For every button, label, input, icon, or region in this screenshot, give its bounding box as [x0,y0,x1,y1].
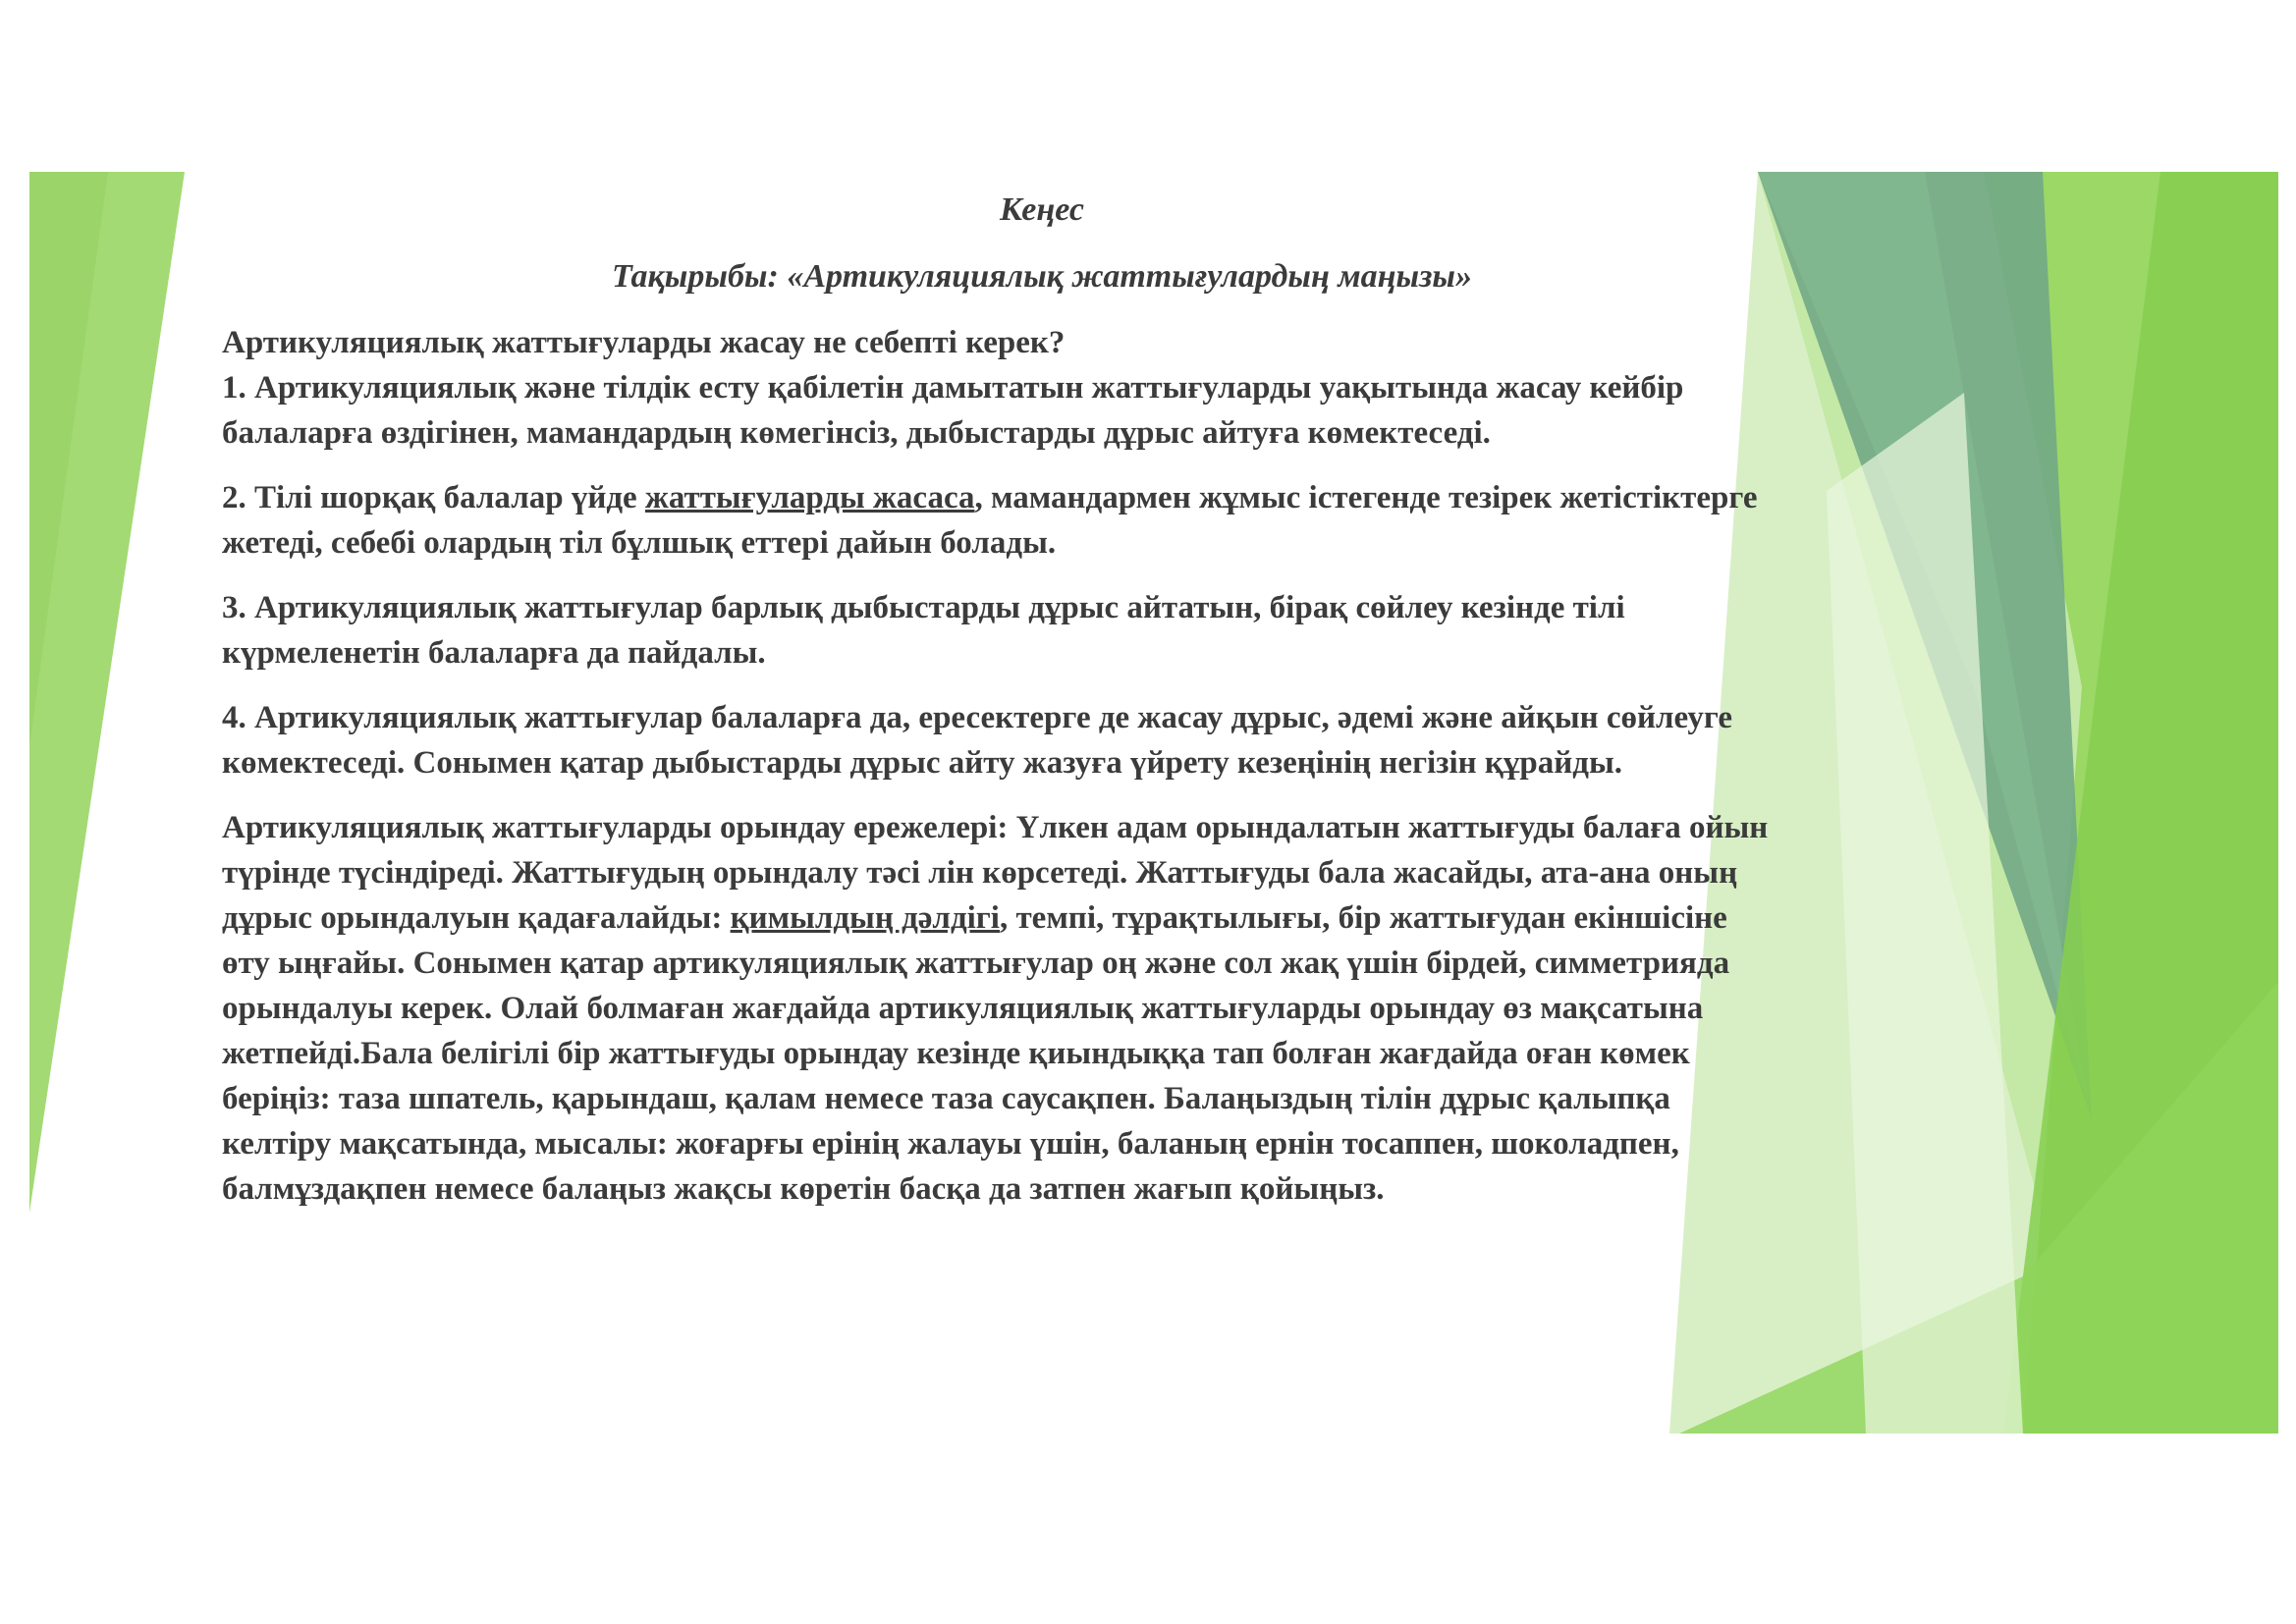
point-2-end: , мамандармен жұмыс істегенде тезірек жетістіктерге жетеді, себебі олардың тіл бұлшық еттері дайын болады. [222,480,1758,561]
underlined-phrase-2: қимылдың дәлдігі [730,900,1000,936]
rules-paragraph [222,805,1774,1212]
paragraph-1 [222,320,1774,456]
paragraph-3: 3. Артикуляциялық жаттығулар барлық дыбыстарды дұрыс айтатын, бірақ сөйлеу кезінде тілі күрмеленетін балаларға да пайдалы. [222,590,1625,671]
rules-start: Артикуляциялық жаттығуларды орындау ережелері: Үлкен адам орындалатын жаттығуды балаға ойын түрінде түсіндіреді. Жаттығудың орындалу тәсі лін көрсетеді. Жаттығуды бала жасайды, ата-ана оның дұрыс орындалуын қадағалайды: [222,810,1769,936]
topic-heading: Тақырыбы: «Артикуляциялық жаттығулардың маңызы» [612,258,1472,295]
paragraph-4: 4. Артикуляциялық жаттығулар балаларға да, ересектерге де жасау дұрыс, әдемі және айқын сөйлеуге көмектеседі. Сонымен қатар дыбыстарды дұрыс айту жазуға үйрету кезеңінің негізін құрайды. [222,700,1733,781]
point-1-text: 1. Артикуляциялық және тілдік есту қабілетін дамытатын жаттығуларды уақытында жасау кейбір балаларға өздігінен, мамандардың көмегінсіз, дыбыстарды дұрыс айтуға көмектеседі. [222,370,1684,451]
underlined-phrase: жаттығуларды жасаса [644,480,975,515]
point-2-start: 2. Тілі шорқақ балалар үйде [222,480,645,515]
page-title: Кеңес [1000,191,1084,228]
rules-end: , темпі, тұрақтылығы, бір жаттығудан екіншісіне өту ыңғайы. Сонымен қатар артикуляциялық жаттығулар оң және сол жақ үшін бірдей, симметрияда орындалуы керек. Олай болмаған жағдайда артикуляциялық жаттығуларды орындау өз мақсатына жетпейді.Бала белігілі бір жаттығуды орындау кезінде қиындыққа тап болған жағдайда оған көмек беріңіз: таза шпатель, қарындаш, қалам немесе таза саусақпен. Балаңыздың тілін дұрыс қалыпқа келтіру мақсатында, мысалы: жоғарғы ерінің жалауы үшін, баланың ернін тосаппен, шоколадпен, балмұздақпен немесе балаңыз жақсы көретін басқа да затпен жағып қойыңыз. [222,900,1730,1207]
question-line: Артикуляциялық жаттығуларды жасау не себепті керек? [222,325,1066,360]
paragraph-2 [222,475,1774,566]
document-body [222,189,1774,1231]
